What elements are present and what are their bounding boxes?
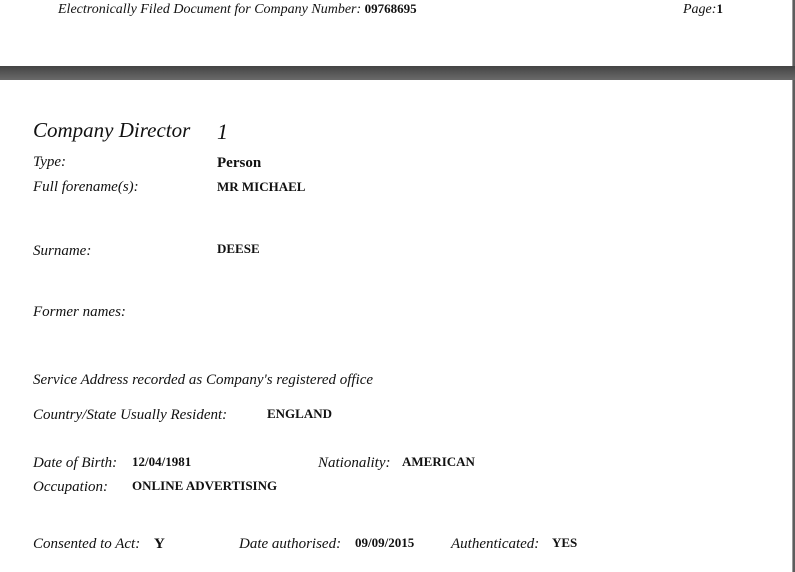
page-break-divider bbox=[0, 66, 795, 80]
authenticated-label: Authenticated: bbox=[451, 536, 540, 552]
dob-value: 12/04/1981 bbox=[132, 454, 192, 469]
service-address-note: Service Address recorded as Company's registered office bbox=[33, 372, 374, 388]
date-authorised-value: 09/09/2015 bbox=[355, 535, 415, 550]
surname-value: DEESE bbox=[217, 241, 260, 256]
surname-label: Surname: bbox=[33, 243, 92, 259]
director-section bbox=[0, 80, 793, 572]
page-label: Page: bbox=[683, 2, 717, 17]
country-label: Country/State Usually Resident: bbox=[33, 407, 228, 423]
type-label: Type: bbox=[33, 154, 67, 170]
company-number: 09768695 bbox=[364, 1, 417, 16]
occupation-value: ONLINE ADVERTISING bbox=[132, 478, 278, 493]
occupation-label: Occupation: bbox=[33, 479, 108, 495]
nationality-value: AMERICAN bbox=[402, 454, 475, 469]
date-authorised-label: Date authorised: bbox=[239, 536, 342, 552]
document-header-label: Electronically Filed Document for Company Number: bbox=[58, 2, 362, 17]
consented-value: Y bbox=[154, 536, 165, 552]
country-value: ENGLAND bbox=[267, 406, 333, 421]
nationality-label: Nationality: bbox=[318, 455, 391, 471]
dob-label: Date of Birth: bbox=[33, 455, 118, 471]
consented-label: Consented to Act: bbox=[33, 536, 141, 552]
page-indicator bbox=[683, 1, 723, 18]
forename-value: MR MICHAEL bbox=[217, 179, 306, 194]
page-header-section bbox=[0, 0, 793, 66]
former-names-label: Former names: bbox=[33, 304, 126, 320]
document-header-line bbox=[58, 1, 417, 18]
type-value: Person bbox=[217, 155, 262, 171]
director-index: 1 bbox=[217, 119, 228, 144]
authenticated-value: YES bbox=[552, 535, 578, 550]
page-number: 1 bbox=[716, 1, 723, 16]
section-heading: Company Director bbox=[33, 118, 191, 142]
forename-label: Full forename(s): bbox=[33, 179, 139, 195]
